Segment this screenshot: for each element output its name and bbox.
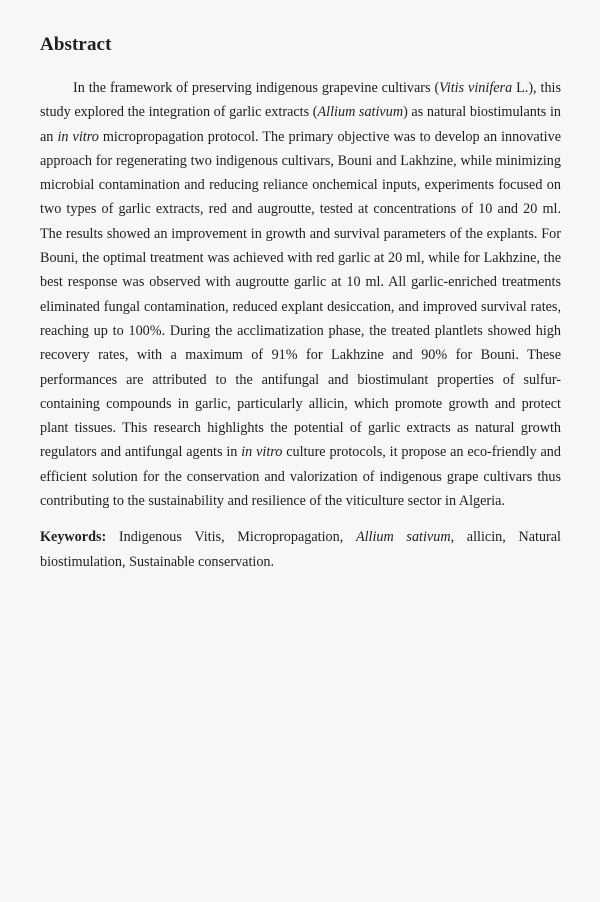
abstract-paragraph — [40, 76, 561, 513]
document-page — [40, 33, 561, 574]
latin-term: in vitro — [241, 444, 283, 461]
keywords-text: Indigenous Vitis, Micropropagation, — [106, 529, 356, 546]
abstract-text: ) as natural biostimulants in an — [40, 104, 561, 145]
abstract-text: In the framework of preserving indigenous grapevine cultivars ( — [73, 80, 440, 96]
abstract-text: micropropagation protocol. The primary objective was to develop an innovative approach for regenerating two indigenous cultivars, Bouni and Lakhzine, while minimizing microbial contamination and reducing reliance onchemical inputs, experiments focused on two types of garlic extracts, red and augroutte, tested at concentrations of 10 and 20 ml. The results showed an improvement in growth and survival parameters of the explants. For Bouni, the optimal treatment was achieved with red garlic at 20 ml, while for Lakhzine, the best response was observed with augroutte garlic at 10 ml. All garlic-enriched treatments eliminated fungal contamination, reduced explant desiccation, and improved survival rates, reaching up to 100%. During the acclimatization phase, the treated plantlets showed high recovery rates, with a maximum of 91% for Lakhzine and 90% for Bouni. These performances are attributed to the antifungal and biostimulant properties of sulfur-containing compounds in garlic, particularly allicin, which promote growth and protect plant tissues. This research highlights the potential of garlic extracts as natural growth regulators and antifungal agents in — [40, 128, 561, 461]
keywords-label: Keywords: — [40, 529, 107, 546]
keywords-paragraph — [40, 525, 561, 574]
keywords-text: , allicin, Natural biostimulation, Sustainable conservation. — [40, 529, 562, 570]
species-name: Vitis vinifera — [439, 80, 513, 96]
species-name: Allium sativum — [317, 104, 404, 121]
abstract-heading: Abstract — [40, 34, 112, 55]
species-name: Allium sativum — [355, 529, 451, 546]
abstract-text: culture protocols, it propose an eco-friendly and efficient solution for the conservation and valorization of indigenous grape cultivars thus contributing to the sustainability and resilience of the viticulture sector in Algeria. — [40, 444, 561, 510]
abstract-text: L.), this study explored the integration of garlic extracts ( — [40, 80, 561, 121]
latin-term: in vitro — [57, 128, 99, 145]
